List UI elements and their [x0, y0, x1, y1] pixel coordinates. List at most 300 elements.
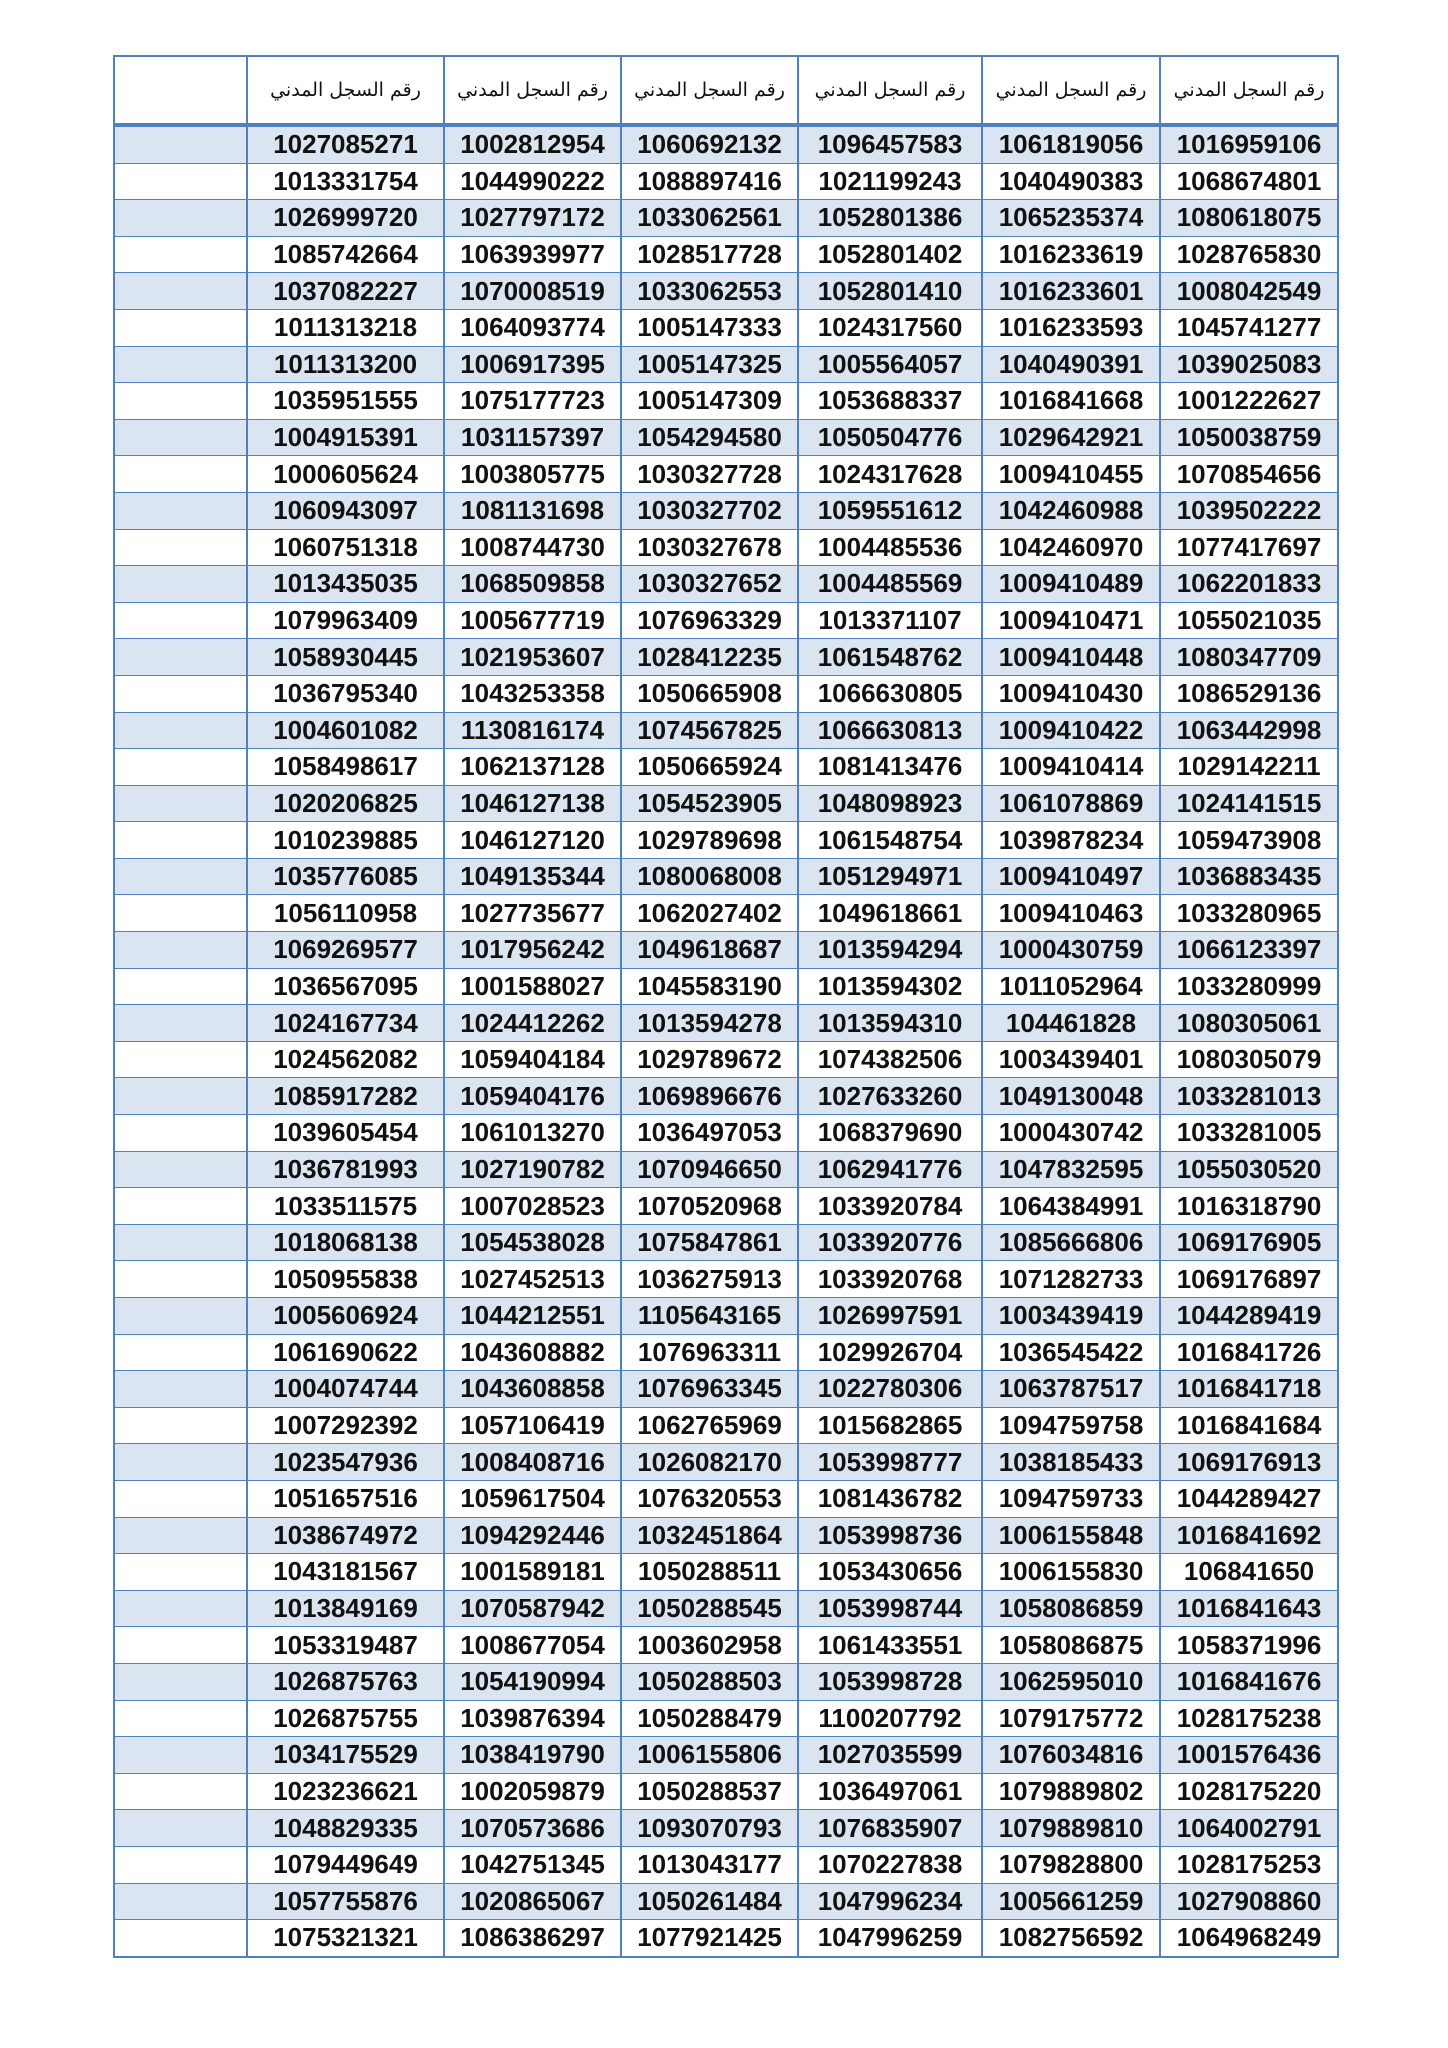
table-cell: 1063442998 — [1160, 712, 1338, 749]
table-cell: 1068509858 — [444, 566, 621, 603]
table-cell: 1016233593 — [982, 309, 1160, 346]
table-cell: 1024562082 — [247, 1041, 444, 1078]
table-cell — [114, 1188, 247, 1225]
table-cell: 1036567095 — [247, 968, 444, 1005]
table-cell: 1030327702 — [621, 492, 798, 529]
table-cell: 1062201833 — [1160, 566, 1338, 603]
table-row — [114, 1920, 1338, 1957]
table-cell — [114, 1407, 247, 1444]
table-cell: 1000430759 — [982, 932, 1160, 969]
table-row — [114, 529, 1338, 566]
table-cell — [114, 602, 247, 639]
table-cell — [114, 1151, 247, 1188]
table-cell: 1081413476 — [798, 749, 982, 786]
civil-registry-table — [113, 55, 1339, 1958]
table-cell: 1045583190 — [621, 968, 798, 1005]
table-cell: 1043608858 — [444, 1371, 621, 1408]
table-cell: 1075847861 — [621, 1224, 798, 1261]
table-cell — [114, 858, 247, 895]
column-header: رقم السجل المدني — [444, 56, 621, 125]
table-row — [114, 1554, 1338, 1591]
table-cell — [114, 1480, 247, 1517]
table-cell: 1003439419 — [982, 1298, 1160, 1335]
table-cell: 1105643165 — [621, 1298, 798, 1335]
table-row — [114, 566, 1338, 603]
table-cell: 1029142211 — [1160, 749, 1338, 786]
table-cell: 1013594310 — [798, 1005, 982, 1042]
table-cell: 1000430742 — [982, 1115, 1160, 1152]
table-cell: 1085666806 — [982, 1224, 1160, 1261]
table-cell: 1076835907 — [798, 1810, 982, 1847]
table-cell: 1064968249 — [1160, 1920, 1338, 1957]
table-cell: 1061690622 — [247, 1334, 444, 1371]
column-header: رقم السجل المدني — [798, 56, 982, 125]
table-cell: 1086386297 — [444, 1920, 621, 1957]
table-cell: 1027735677 — [444, 895, 621, 932]
table-cell: 1058498617 — [247, 749, 444, 786]
table-cell: 1003805775 — [444, 456, 621, 493]
table-row — [114, 1041, 1338, 1078]
table-cell: 1066630805 — [798, 675, 982, 712]
table-cell: 1039605454 — [247, 1115, 444, 1152]
table-cell: 1050504776 — [798, 419, 982, 456]
table-cell: 1064093774 — [444, 309, 621, 346]
table-cell: 1008408716 — [444, 1444, 621, 1481]
table-cell: 1070008519 — [444, 273, 621, 310]
table-row — [114, 749, 1338, 786]
table-cell: 1005606924 — [247, 1298, 444, 1335]
table-cell: 1039878234 — [982, 822, 1160, 859]
table-cell: 1038185433 — [982, 1444, 1160, 1481]
table-cell: 1080068008 — [621, 858, 798, 895]
table-cell: 1029926704 — [798, 1334, 982, 1371]
table-cell: 1050288479 — [621, 1700, 798, 1737]
table-cell: 1055030520 — [1160, 1151, 1338, 1188]
table-cell: 1036883435 — [1160, 858, 1338, 895]
column-header: رقم السجل المدني — [1160, 56, 1338, 125]
table-cell — [114, 163, 247, 200]
table-cell: 1061078869 — [982, 785, 1160, 822]
table-cell: 1130816174 — [444, 712, 621, 749]
table-cell: 1060751318 — [247, 529, 444, 566]
table-cell: 1013043177 — [621, 1846, 798, 1883]
table-row — [114, 1444, 1338, 1481]
table-cell: 1036497061 — [798, 1773, 982, 1810]
table-cell: 1076034816 — [982, 1737, 1160, 1774]
table-cell: 1036781993 — [247, 1151, 444, 1188]
table-cell: 1004485536 — [798, 529, 982, 566]
table-cell: 1076963345 — [621, 1371, 798, 1408]
table-cell: 1002812954 — [444, 125, 621, 163]
table-cell: 1044289427 — [1160, 1480, 1338, 1517]
table-cell: 1053998728 — [798, 1663, 982, 1700]
table-cell: 1094292446 — [444, 1517, 621, 1554]
table-row — [114, 1480, 1338, 1517]
table-cell: 1033281013 — [1160, 1078, 1338, 1115]
table-cell: 1001588027 — [444, 968, 621, 1005]
table-cell: 1005147309 — [621, 383, 798, 420]
table-cell: 1026875755 — [247, 1700, 444, 1737]
table-cell: 1049618661 — [798, 895, 982, 932]
table-cell: 1066630813 — [798, 712, 982, 749]
table-cell: 1076320553 — [621, 1480, 798, 1517]
table-row — [114, 932, 1338, 969]
table-cell: 104461828 — [982, 1005, 1160, 1042]
table-cell — [114, 309, 247, 346]
table-cell: 1005147333 — [621, 309, 798, 346]
table-cell: 1070227838 — [798, 1846, 982, 1883]
table-row — [114, 1078, 1338, 1115]
table-cell: 1050038759 — [1160, 419, 1338, 456]
table-row — [114, 309, 1338, 346]
table-cell: 1046127120 — [444, 822, 621, 859]
table-cell: 1081131698 — [444, 492, 621, 529]
table-cell: 1062137128 — [444, 749, 621, 786]
table-cell: 1028765830 — [1160, 236, 1338, 273]
table-cell: 1063939977 — [444, 236, 621, 273]
table-cell: 1064384991 — [982, 1188, 1160, 1225]
table-cell: 1094759758 — [982, 1407, 1160, 1444]
table-cell: 1026999720 — [247, 200, 444, 237]
table-cell: 1028175253 — [1160, 1846, 1338, 1883]
table-cell: 1016841643 — [1160, 1590, 1338, 1627]
table-cell — [114, 1334, 247, 1371]
table-cell: 1049618687 — [621, 932, 798, 969]
table-cell: 1050288511 — [621, 1554, 798, 1591]
table-row — [114, 858, 1338, 895]
table-cell: 1033062553 — [621, 273, 798, 310]
table-cell: 1003602958 — [621, 1627, 798, 1664]
table-cell: 1061548754 — [798, 822, 982, 859]
table-cell: 1039025083 — [1160, 346, 1338, 383]
table-cell: 1057106419 — [444, 1407, 621, 1444]
table-cell: 1009410414 — [982, 749, 1160, 786]
table-cell: 1053688337 — [798, 383, 982, 420]
table-cell — [114, 273, 247, 310]
table-cell: 1016841726 — [1160, 1334, 1338, 1371]
table-cell: 1053430656 — [798, 1554, 982, 1591]
table-cell: 1033062561 — [621, 200, 798, 237]
table-cell: 1004601082 — [247, 712, 444, 749]
table-cell — [114, 125, 247, 163]
table-cell: 1040490391 — [982, 346, 1160, 383]
table-cell: 1016841676 — [1160, 1663, 1338, 1700]
table-cell: 1079449649 — [247, 1846, 444, 1883]
table-cell — [114, 383, 247, 420]
table-cell: 1080305079 — [1160, 1041, 1338, 1078]
table-cell: 1037082227 — [247, 273, 444, 310]
table-row — [114, 163, 1338, 200]
table-cell: 1053998736 — [798, 1517, 982, 1554]
table-cell: 1022780306 — [798, 1371, 982, 1408]
table-cell — [114, 932, 247, 969]
table-cell: 1100207792 — [798, 1700, 982, 1737]
table-cell: 1058086859 — [982, 1590, 1160, 1627]
table-row — [114, 492, 1338, 529]
table-cell: 1080347709 — [1160, 639, 1338, 676]
table-cell: 1024317560 — [798, 309, 982, 346]
table-cell: 1069269577 — [247, 932, 444, 969]
table-cell: 1058371996 — [1160, 1627, 1338, 1664]
table-cell: 1024141515 — [1160, 785, 1338, 822]
table-cell: 1027452513 — [444, 1261, 621, 1298]
table-cell: 1033920776 — [798, 1224, 982, 1261]
table-cell — [114, 1078, 247, 1115]
table-cell: 1049135344 — [444, 858, 621, 895]
table-cell: 1006155830 — [982, 1554, 1160, 1591]
table-cell: 1016841668 — [982, 383, 1160, 420]
table-cell: 1054523905 — [621, 785, 798, 822]
table-cell: 1076963329 — [621, 602, 798, 639]
table-cell: 1001576436 — [1160, 1737, 1338, 1774]
table-row — [114, 639, 1338, 676]
table-cell: 1059617504 — [444, 1480, 621, 1517]
table-cell: 1029642921 — [982, 419, 1160, 456]
table-cell: 1061013270 — [444, 1115, 621, 1152]
table-row — [114, 1590, 1338, 1627]
table-cell: 1056110958 — [247, 895, 444, 932]
table-cell: 1075177723 — [444, 383, 621, 420]
table-cell — [114, 1663, 247, 1700]
table-cell: 1031157397 — [444, 419, 621, 456]
table-cell: 1060692132 — [621, 125, 798, 163]
table-cell: 1033281005 — [1160, 1115, 1338, 1152]
table-cell: 1016318790 — [1160, 1188, 1338, 1225]
table-cell — [114, 1883, 247, 1920]
table-cell: 1052801386 — [798, 200, 982, 237]
table-cell: 1033280999 — [1160, 968, 1338, 1005]
table-cell: 1070520968 — [621, 1188, 798, 1225]
table-cell: 1024412262 — [444, 1005, 621, 1042]
table-cell — [114, 419, 247, 456]
table-cell: 1023547936 — [247, 1444, 444, 1481]
table-cell — [114, 200, 247, 237]
table-cell: 1005147325 — [621, 346, 798, 383]
table-row — [114, 1188, 1338, 1225]
table-cell: 1013331754 — [247, 163, 444, 200]
table-cell: 1027908860 — [1160, 1883, 1338, 1920]
column-header: رقم السجل المدني — [247, 56, 444, 125]
table-row — [114, 822, 1338, 859]
table-cell: 1061819056 — [982, 125, 1160, 163]
table-cell: 1017956242 — [444, 932, 621, 969]
table-cell: 1002059879 — [444, 1773, 621, 1810]
table-cell: 1094759733 — [982, 1480, 1160, 1517]
table-cell: 1027035599 — [798, 1737, 982, 1774]
table-cell: 1018068138 — [247, 1224, 444, 1261]
table-cell: 1010239885 — [247, 822, 444, 859]
table-cell: 1016841718 — [1160, 1371, 1338, 1408]
table-row — [114, 785, 1338, 822]
table-cell: 1036795340 — [247, 675, 444, 712]
table-cell: 1079963409 — [247, 602, 444, 639]
table-cell — [114, 1773, 247, 1810]
table-cell: 1013594302 — [798, 968, 982, 1005]
column-header — [114, 56, 247, 125]
table-cell: 1046127138 — [444, 785, 621, 822]
table-cell: 1033920784 — [798, 1188, 982, 1225]
table-cell: 1030327652 — [621, 566, 798, 603]
table-row — [114, 1810, 1338, 1847]
table-cell: 1013594294 — [798, 932, 982, 969]
table-cell: 1082756592 — [982, 1920, 1160, 1957]
table-row — [114, 712, 1338, 749]
table-cell: 1061548762 — [798, 639, 982, 676]
table-cell: 1028175220 — [1160, 1773, 1338, 1810]
table-cell: 1033280965 — [1160, 895, 1338, 932]
table-cell — [114, 639, 247, 676]
table-row — [114, 273, 1338, 310]
table-cell: 1066123397 — [1160, 932, 1338, 969]
table-cell — [114, 675, 247, 712]
table-cell: 1026997591 — [798, 1298, 982, 1335]
table-cell: 1009410422 — [982, 712, 1160, 749]
table-cell — [114, 1115, 247, 1152]
table-cell: 1032451864 — [621, 1517, 798, 1554]
table-cell: 1048829335 — [247, 1810, 444, 1847]
table-row — [114, 1224, 1338, 1261]
table-cell: 1079889802 — [982, 1773, 1160, 1810]
table-cell: 1085742664 — [247, 236, 444, 273]
table-cell: 1054294580 — [621, 419, 798, 456]
table-cell: 1093070793 — [621, 1810, 798, 1847]
table-cell: 1048098923 — [798, 785, 982, 822]
table-cell: 1069896676 — [621, 1078, 798, 1115]
table-cell: 1080305061 — [1160, 1005, 1338, 1042]
table-cell: 1033920768 — [798, 1261, 982, 1298]
table-cell: 1079828800 — [982, 1846, 1160, 1883]
table-cell: 1040490383 — [982, 163, 1160, 200]
table-cell: 1054190994 — [444, 1663, 621, 1700]
table-cell: 1028175238 — [1160, 1700, 1338, 1737]
table-cell: 1028517728 — [621, 236, 798, 273]
table-cell: 1035951555 — [247, 383, 444, 420]
table-cell: 1074567825 — [621, 712, 798, 749]
table-cell: 1044289419 — [1160, 1298, 1338, 1335]
table-cell: 1034175529 — [247, 1737, 444, 1774]
table-row — [114, 456, 1338, 493]
table-cell: 1044990222 — [444, 163, 621, 200]
table-cell: 1050665908 — [621, 675, 798, 712]
table-row — [114, 419, 1338, 456]
table-cell — [114, 1371, 247, 1408]
table-cell: 1055021035 — [1160, 602, 1338, 639]
table-row — [114, 1663, 1338, 1700]
table-cell: 1070573686 — [444, 1810, 621, 1847]
table-cell: 1008677054 — [444, 1627, 621, 1664]
table-cell: 1068674801 — [1160, 163, 1338, 200]
table-cell: 1013849169 — [247, 1590, 444, 1627]
table-row — [114, 236, 1338, 273]
table-cell: 1004074744 — [247, 1371, 444, 1408]
table-cell: 1003439401 — [982, 1041, 1160, 1078]
table-cell — [114, 1005, 247, 1042]
table-cell: 1039876394 — [444, 1700, 621, 1737]
table-cell: 1005677719 — [444, 602, 621, 639]
table-cell: 1068379690 — [798, 1115, 982, 1152]
table-cell: 1016841692 — [1160, 1517, 1338, 1554]
table-cell: 1053319487 — [247, 1627, 444, 1664]
table-cell: 1006155806 — [621, 1737, 798, 1774]
table-cell: 1015682865 — [798, 1407, 982, 1444]
table-cell: 1004915391 — [247, 419, 444, 456]
header-row — [114, 56, 1338, 125]
table-cell: 1005661259 — [982, 1883, 1160, 1920]
table-cell — [114, 749, 247, 786]
table-cell — [114, 346, 247, 383]
table-cell — [114, 1517, 247, 1554]
table-row — [114, 1737, 1338, 1774]
table-cell: 1026082170 — [621, 1444, 798, 1481]
table-cell: 1075321321 — [247, 1920, 444, 1957]
table-cell: 1051294971 — [798, 858, 982, 895]
table-cell: 1050261484 — [621, 1883, 798, 1920]
table-row — [114, 675, 1338, 712]
table-cell: 1069176913 — [1160, 1444, 1338, 1481]
table-row — [114, 1846, 1338, 1883]
table-cell: 1005564057 — [798, 346, 982, 383]
table-cell: 1011313200 — [247, 346, 444, 383]
table-cell — [114, 456, 247, 493]
table-cell: 1045741277 — [1160, 309, 1338, 346]
table-cell: 1007292392 — [247, 1407, 444, 1444]
table-cell: 1064002791 — [1160, 1810, 1338, 1847]
table-cell: 1059404184 — [444, 1041, 621, 1078]
table-cell: 1062941776 — [798, 1151, 982, 1188]
table-row — [114, 968, 1338, 1005]
table-cell — [114, 566, 247, 603]
table-cell: 1036545422 — [982, 1334, 1160, 1371]
table-cell: 106841650 — [1160, 1554, 1338, 1591]
table-cell: 1016841684 — [1160, 1407, 1338, 1444]
table-cell — [114, 968, 247, 1005]
table-row — [114, 125, 1338, 163]
table-cell: 1004485569 — [798, 566, 982, 603]
table-cell — [114, 236, 247, 273]
table-cell: 1069176905 — [1160, 1224, 1338, 1261]
table-cell: 1058086875 — [982, 1627, 1160, 1664]
table-cell: 1062595010 — [982, 1663, 1160, 1700]
table-cell — [114, 1737, 247, 1774]
table-cell: 1009410497 — [982, 858, 1160, 895]
table-cell: 1057755876 — [247, 1883, 444, 1920]
table-cell: 1070587942 — [444, 1590, 621, 1627]
table-cell: 1016233601 — [982, 273, 1160, 310]
table-cell — [114, 492, 247, 529]
table-cell: 1009410448 — [982, 639, 1160, 676]
table-cell: 1038674972 — [247, 1517, 444, 1554]
table-cell — [114, 529, 247, 566]
table-cell: 1027190782 — [444, 1151, 621, 1188]
table-cell: 1086529136 — [1160, 675, 1338, 712]
table-cell: 1088897416 — [621, 163, 798, 200]
table-cell — [114, 785, 247, 822]
table-cell: 1043181567 — [247, 1554, 444, 1591]
table-cell: 1007028523 — [444, 1188, 621, 1225]
table-cell: 1011052964 — [982, 968, 1160, 1005]
table-cell: 1070946650 — [621, 1151, 798, 1188]
table-cell: 1036497053 — [621, 1115, 798, 1152]
table-cell: 1008744730 — [444, 529, 621, 566]
table-cell: 1050288537 — [621, 1773, 798, 1810]
table-row — [114, 1517, 1338, 1554]
table-row — [114, 1773, 1338, 1810]
table-cell: 1038419790 — [444, 1737, 621, 1774]
table-cell: 1059404176 — [444, 1078, 621, 1115]
table-cell: 1001589181 — [444, 1554, 621, 1591]
table-cell: 1079175772 — [982, 1700, 1160, 1737]
column-header: رقم السجل المدني — [621, 56, 798, 125]
